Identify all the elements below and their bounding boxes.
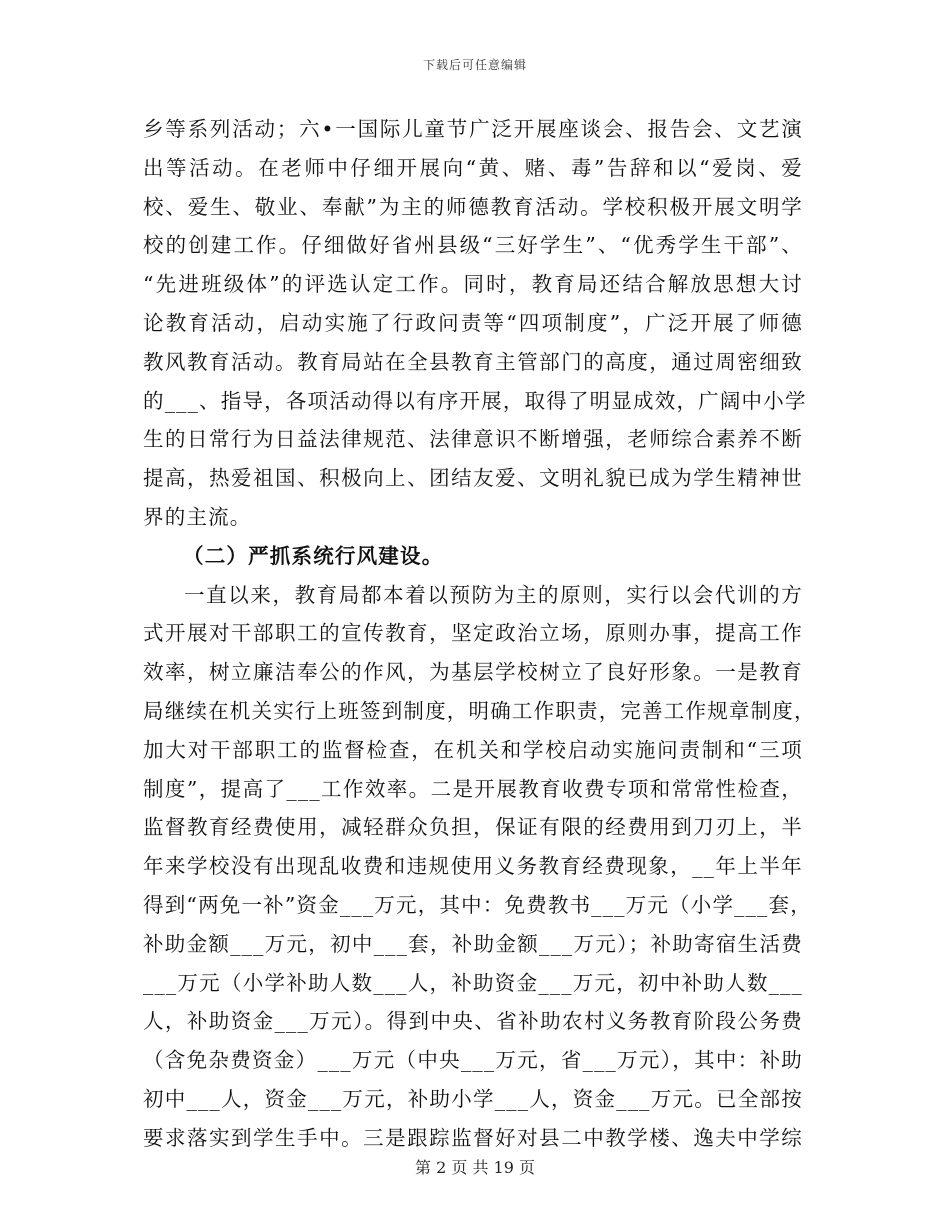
page-header: 下载后可任意编辑: [422, 58, 527, 72]
body-line: 一直以来，教育局都本着以预防为主的原则，实行以会代训的方: [184, 582, 803, 607]
body-line: 式开展对干部职工的宣传教育，坚定政治立场，原则办事，提高工作: [143, 621, 803, 646]
body-line: 人，补助资金___万元）。得到中央、省补助农村义务教育阶段公务费: [143, 1009, 803, 1034]
body-line: 初中___人，资金___万元，补助小学___人，资金___万元。已全部按: [143, 1086, 803, 1111]
body-line: 监督教育经费使用，减轻群众负担，保证有限的经费用到刀刃上，半: [143, 815, 803, 840]
section-heading: （二）严抓系统行风建设。: [183, 543, 444, 568]
body-line: 要求落实到学生手中。三是跟踪监督好对县二中教学楼、逸夫中学综: [143, 1125, 803, 1150]
body-line: 教风教育活动。教育局站在全县教育主管部门的高度，通过周密细致: [143, 349, 803, 374]
document-body: [143, 110, 816, 1158]
body-line: 校、爱生、敬业、奉献”为主的师德教育活动。学校积极开展文明学: [143, 194, 803, 219]
body-line: 校的创建工作。仔细做好省州县级“三好学生”、“优秀学生干部”、: [143, 233, 803, 258]
page-number: 第 2 页 共 19 页: [415, 1158, 535, 1177]
body-line: 年来学校没有出现乱收费和违规使用义务教育经费现象，__年上半年: [143, 854, 803, 879]
body-line: ___万元（小学补助人数___人，补助资金___万元，初中补助人数___: [143, 970, 803, 995]
body-line: 论教育活动，启动实施了行政问责等“四项制度”，广泛开展了师德: [143, 310, 803, 335]
body-line: 界的主流。: [143, 504, 252, 529]
body-line: （含免杂费资金）___万元（中央___万元，省___万元），其中：补助: [143, 1048, 803, 1073]
body-line: 局继续在机关实行上班签到制度，明确工作职责，完善工作规章制度，: [143, 698, 816, 723]
body-line: 得到“两免一补”资金___万元，其中：免费教书___万元（小学___套，: [143, 892, 812, 917]
body-line: “先进班级体”的评选认定工作。同时，教育局还结合解放思想大讨: [143, 272, 803, 297]
body-line: 乡等系列活动；六•一国际儿童节广泛开展座谈会、报告会、文艺演: [143, 117, 803, 141]
body-line: 提高，热爱祖国、积极向上、团结友爱、文明礼貌已成为学生精神世: [143, 466, 803, 491]
body-line: 生的日常行为日益法律规范、法律意识不断增强，老师综合素养不断: [143, 427, 803, 452]
body-line: 制度”，提高了___工作效率。二是开展教育收费专项和常常性检查，: [143, 776, 803, 801]
body-line: 的___、指导，各项活动得以有序开展，取得了明显成效，广阔中小学: [143, 388, 807, 413]
body-line: 出等活动。在老师中仔细开展向“黄、赌、毒”告辞和以“爱岗、爱: [143, 155, 803, 180]
body-line: 补助金额___万元，初中___套，补助金额___万元）；补助寄宿生活费: [143, 931, 803, 956]
body-line: 加大对干部职工的监督检查，在机关和学校启动实施问责制和“三项: [143, 737, 803, 762]
body-line: 效率，树立廉洁奉公的作风，为基层学校树立了良好形象。一是教育: [143, 660, 803, 685]
